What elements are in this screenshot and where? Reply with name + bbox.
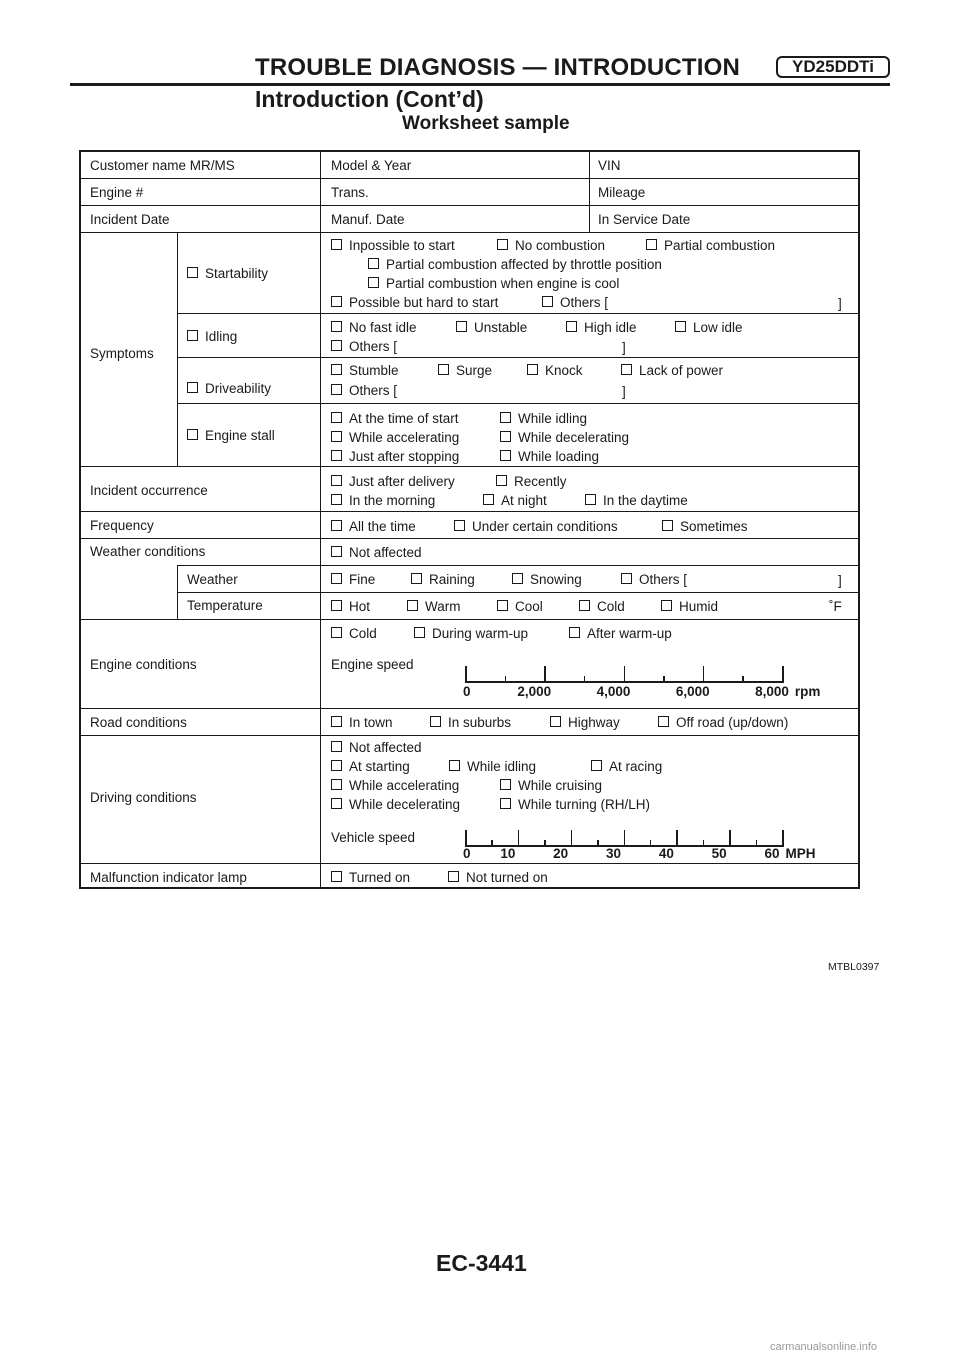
option-label: At racing [609,759,663,774]
option-label: While turning (RH/LH) [518,797,651,812]
checkbox[interactable] [449,760,460,771]
checkbox[interactable] [331,760,342,771]
option-label: Snowing [530,572,582,587]
checkbox[interactable] [331,321,342,332]
vehicle-speed-label: Vehicle speed [331,830,416,845]
scale-label: 4,000 [596,684,631,699]
option-label: High idle [584,320,637,335]
option-label: During warm-up [432,626,529,641]
scale-major-tick [676,830,678,846]
checkbox[interactable] [331,364,342,375]
checkbox[interactable] [331,716,342,727]
checkbox[interactable] [500,779,511,790]
scale-label: 0 [463,846,471,861]
bracket-close: ] [838,296,842,311]
option-label: Fine [349,572,376,587]
scale-major-tick [624,666,626,682]
checkbox[interactable] [331,340,342,351]
checkbox[interactable] [368,258,379,269]
option-label: After warm-up [587,626,672,641]
row-divider [81,232,858,233]
checkbox[interactable] [646,239,657,250]
option-label: Cold [349,626,377,641]
scale-minor-tick [663,676,665,682]
checkbox[interactable] [500,450,511,461]
option-label: Cold [597,599,625,614]
option-label: All the time [349,519,416,534]
others-label: Others [ [639,572,688,587]
scale-label: 8,000 [755,684,789,699]
checkbox[interactable] [621,573,632,584]
engine-no-label: Engine # [90,185,144,200]
model-badge: YD25DDTi [776,56,890,78]
scale-label: 6,000 [675,684,710,699]
checkbox[interactable] [187,330,198,341]
scale-major-tick [518,830,520,846]
scale-minor-tick [597,840,599,846]
others-label: Others [ [349,339,398,354]
option-label: Lack of power [639,363,724,378]
bracket-close: ] [622,340,626,355]
row-divider [81,863,858,864]
incident-date-label: Incident Date [90,212,170,227]
checkbox[interactable] [331,573,342,584]
scale-major-tick [782,666,784,682]
scale-unit: MPH [785,846,816,861]
row-divider [81,466,858,467]
checkbox[interactable] [542,296,553,307]
option-label: Stumble [349,363,399,378]
option-label: No combustion [515,238,606,253]
road-conditions-label: Road conditions [90,715,187,730]
engine-conditions-label: Engine conditions [90,657,197,672]
scale-major-tick [571,830,573,846]
option-label: In the morning [349,493,436,508]
checkbox[interactable] [331,450,342,461]
scale-major-tick [624,830,626,846]
checkbox[interactable] [331,600,342,611]
col-divider [589,152,590,232]
checkbox[interactable] [621,364,632,375]
scale-major-tick [465,666,467,682]
option-label: Unstable [474,320,528,335]
section-title: TROUBLE DIAGNOSIS — INTRODUCTION [255,54,741,81]
checkbox[interactable] [331,296,342,307]
others-label: Others [ [560,295,609,310]
checkbox[interactable] [331,627,342,638]
option-label: In suburbs [448,715,512,730]
option-label: Partial combustion affected by throttle position [386,257,662,272]
option-label: At the time of start [349,411,459,426]
option-label: Humid [679,599,719,614]
checkbox[interactable] [658,716,669,727]
checkbox[interactable] [430,716,441,727]
idling-label: Idling [205,329,238,344]
scale-label: 60 [764,846,780,861]
checkbox[interactable] [331,494,342,505]
worksheet-title: Worksheet sample [402,113,570,134]
checkbox[interactable] [585,494,596,505]
checkbox[interactable] [187,429,198,440]
checkbox[interactable] [550,716,561,727]
option-label: While idling [467,759,537,774]
figure-code: MTBL0397 [828,961,880,973]
manuf-date-label: Manuf. Date [331,212,405,227]
checkbox[interactable] [569,627,580,638]
others-label: Others [ [349,383,398,398]
checkbox[interactable] [500,412,511,423]
checkbox[interactable] [527,364,538,375]
checkbox[interactable] [448,871,459,882]
trans-label: Trans. [331,185,369,200]
scale-minor-tick [544,840,546,846]
checkbox[interactable] [331,520,342,531]
engine-speed-label: Engine speed [331,657,414,672]
option-label: Partial combustion [664,238,776,253]
driveability-label: Driveability [205,381,272,396]
option-label: No fast idle [349,320,417,335]
scale-label: 10 [500,846,516,861]
checkbox[interactable] [512,573,523,584]
scale-label: 20 [553,846,569,861]
option-label: Not turned on [466,870,548,885]
option-label: Just after delivery [349,474,455,489]
option-label: Partial combustion when engine is cool [386,276,620,291]
option-label: Not affected [349,545,422,560]
row-divider [81,619,858,620]
option-label: Under certain conditions [472,519,618,534]
col-divider [177,232,178,466]
checkbox[interactable] [331,871,342,882]
option-label: Knock [545,363,583,378]
incident-occurrence-label: Incident occurrence [90,483,208,498]
row-divider [81,735,858,736]
weather-conditions-label: Weather conditions [90,544,206,559]
option-label: While decelerating [349,797,461,812]
scale-label: 0 [463,684,471,699]
option-label: While decelerating [518,430,630,445]
option-label: While accelerating [349,430,460,445]
scale-major-tick [544,666,546,682]
option-label: Hot [349,599,371,614]
option-label: Not affected [349,740,422,755]
checkbox[interactable] [675,321,686,332]
scale-minor-tick [756,840,758,846]
checkbox[interactable] [331,239,342,250]
scale-major-tick [465,830,467,846]
row-divider [81,538,858,539]
option-label: While cruising [518,778,603,793]
scale-major-tick [703,666,705,682]
option-label: In town [349,715,393,730]
mileage-label: Mileage [598,185,646,200]
checkbox[interactable] [500,431,511,442]
option-label: Warm [425,599,461,614]
checkbox[interactable] [187,382,198,393]
scale-label: 2,000 [517,684,552,699]
option-label: While loading [518,449,600,464]
page-number: EC-3441 [436,1250,527,1276]
model-year-label: Model & Year [331,158,412,173]
option-label: Sometimes [680,519,748,534]
scale-minor-tick [505,676,507,682]
col-divider [177,565,178,619]
checkbox[interactable] [331,798,342,809]
scale-major-tick [782,830,784,846]
row-divider [81,511,858,512]
row-divider [177,592,858,593]
checkbox[interactable] [661,600,672,611]
vin-label: VIN [598,158,621,173]
checkbox[interactable] [579,600,590,611]
row-divider [81,708,858,709]
option-label: Raining [429,572,475,587]
checkbox[interactable] [331,741,342,752]
checkbox[interactable] [407,600,418,611]
checkbox[interactable] [331,412,342,423]
option-label: Cool [515,599,543,614]
scale-label: 30 [605,846,622,861]
bracket-close: ] [622,384,626,399]
bracket-close: ] [838,573,842,588]
checkbox[interactable] [187,267,198,278]
page-subtitle: Introduction (Cont’d) [255,86,484,112]
checkbox[interactable] [497,600,508,611]
checkbox[interactable] [500,798,511,809]
scale-minor-tick [703,840,705,846]
checkbox[interactable] [496,475,507,486]
row-divider [81,178,858,179]
option-label: Possible but hard to start [349,295,499,310]
driving-conditions-label: Driving conditions [90,790,197,805]
checkbox[interactable] [331,431,342,442]
row-divider [177,313,858,314]
checkbox[interactable] [454,520,465,531]
row-divider [81,205,858,206]
mil-label: Malfunction indicator lamp [90,870,247,885]
checkbox[interactable] [331,384,342,395]
option-label: At starting [349,759,410,774]
option-label: Turned on [349,870,411,885]
option-label: In the daytime [603,493,688,508]
option-label: At night [501,493,547,508]
frequency-label: Frequency [90,518,154,533]
scale-label: 50 [711,846,727,861]
temperature-label: Temperature [187,598,263,613]
option-label: While accelerating [349,778,460,793]
checkbox[interactable] [414,627,425,638]
row-divider [177,357,858,358]
scale-minor-tick [584,676,586,682]
watermark: carmanualsonline.info [770,1341,878,1353]
checkbox[interactable] [411,573,422,584]
option-label: While idling [518,411,588,426]
checkbox[interactable] [438,364,449,375]
in-service-date-label: In Service Date [598,212,691,227]
col-divider [320,152,321,232]
scale-minor-tick [742,676,744,682]
scale-major-tick [729,830,731,846]
option-label: Highway [568,715,620,730]
weather-label: Weather [187,572,238,587]
option-label: Low idle [693,320,743,335]
checkbox[interactable] [566,321,577,332]
checkbox[interactable] [662,520,673,531]
option-label: Off road (up/down) [676,715,789,730]
symptoms-label: Symptoms [90,346,154,361]
checkbox[interactable] [331,546,342,557]
temperature-unit: ˚F [829,599,842,614]
scale-label: 40 [658,846,674,861]
scale-minor-tick [650,840,652,846]
scale-unit: rpm [794,684,821,699]
option-label: Just after stopping [349,449,460,464]
customer-name-label: Customer name MR/MS [90,158,235,173]
checkbox[interactable] [591,760,602,771]
checkbox[interactable] [331,779,342,790]
checkbox[interactable] [483,494,494,505]
startability-label: Startability [205,266,269,281]
scale-minor-tick [491,840,493,846]
option-label: Surge [456,363,493,378]
diagnosis-worksheet [79,150,860,889]
col-divider [320,232,321,887]
checkbox[interactable] [497,239,508,250]
row-divider [177,565,858,566]
option-label: Inpossible to start [349,238,455,253]
checkbox[interactable] [456,321,467,332]
option-label: Recently [514,474,567,489]
engine-stall-label: Engine stall [205,428,275,443]
row-divider [177,403,858,404]
checkbox[interactable] [331,475,342,486]
checkbox[interactable] [368,277,379,288]
